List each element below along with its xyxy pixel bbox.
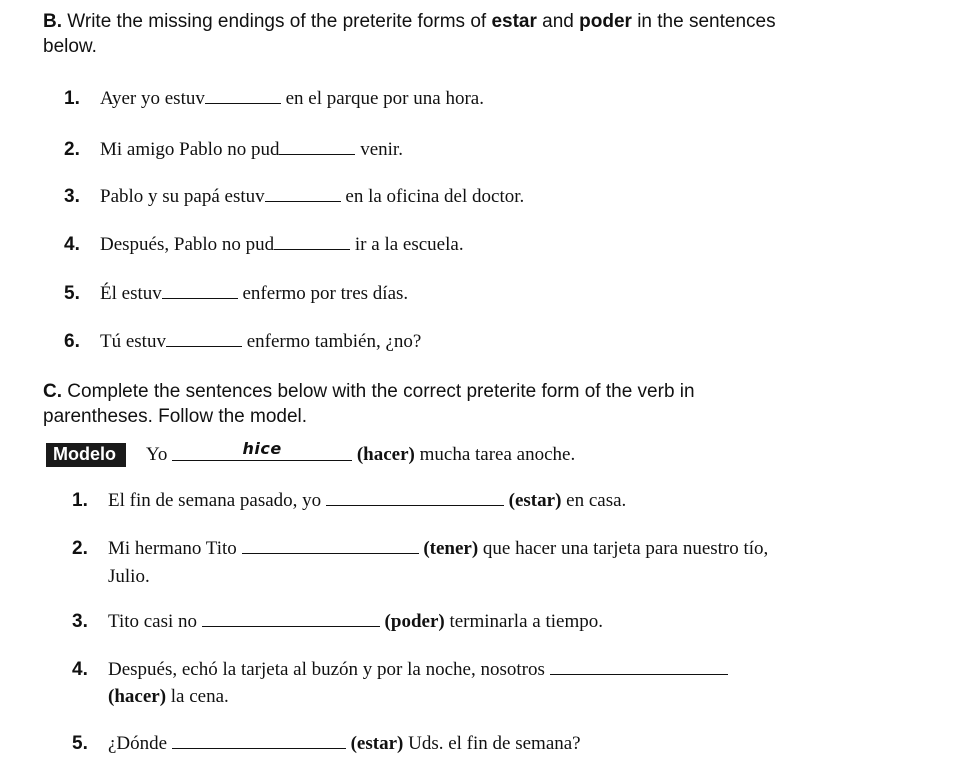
section-b-item-6: 6. Tú estuv enfermo también, ¿no? — [64, 331, 422, 352]
section-c-item-1: 1. El fin de semana pasado, yo (estar) en casa. — [72, 490, 627, 511]
section-c-item-4: 4. Después, echó la tarjeta al buzón y por la noche, nosotros — [72, 659, 728, 681]
section-c-item-2: 2. Mi hermano Tito (tener) que hacer una tarjeta para nuestro tío, — [72, 538, 769, 559]
section-b-text-and: and — [536, 11, 580, 32]
answer-blank[interactable] — [166, 332, 242, 347]
section-b-verb2: poder — [579, 11, 632, 32]
answer-blank[interactable] — [172, 734, 346, 749]
answer-blank[interactable] — [550, 660, 728, 675]
answer-blank[interactable] — [202, 612, 380, 627]
section-b-text-b: in the sentences — [631, 11, 776, 32]
section-c-letter: C. — [43, 381, 62, 402]
section-b-item-3: 3. Pablo y su papá estuv en la oficina del doctor. — [64, 186, 525, 207]
section-b-letter: B. — [43, 11, 62, 32]
modelo-badge: Modelo — [46, 443, 126, 467]
section-c-text-line1: Complete the sentences below with the correct preterite form of the verb in — [67, 381, 695, 402]
section-b-text-a: Write the missing endings of the preterite forms of — [67, 11, 492, 32]
section-c-instruction-line2: parentheses. Follow the model. — [43, 406, 308, 427]
modelo-answer-blank — [172, 439, 352, 461]
answer-blank[interactable] — [326, 491, 504, 506]
handwritten-answer: hice — [242, 439, 282, 458]
modelo-example: Modelo Yo $^{hice}$ (hacer) mucha tarea anoche. — [46, 443, 575, 467]
section-c-item-5: 5. ¿Dónde (estar) Uds. el fin de semana? — [72, 733, 581, 754]
answer-blank[interactable] — [205, 89, 281, 104]
section-b-item-2: 2. Mi amigo Pablo no pud venir. — [64, 139, 403, 160]
section-c-item-4-line2: (hacer) la cena. — [108, 686, 229, 707]
section-b-instruction-line2: below. — [43, 36, 97, 57]
section-b-instruction — [43, 11, 776, 33]
section-b-item-1: 1. Ayer yo estuv en el parque por una hora. — [64, 88, 484, 109]
section-b-item-4: 4. Después, Pablo no pud ir a la escuela. — [64, 234, 464, 255]
section-c-instruction — [43, 381, 695, 403]
section-b-verb1: estar — [491, 11, 537, 32]
answer-blank[interactable] — [265, 187, 341, 202]
section-c-item-2-line2: Julio. — [108, 566, 150, 587]
section-c-item-3: 3. Tito casi no (poder) terminarla a tiempo. — [72, 611, 603, 632]
answer-blank[interactable] — [242, 539, 419, 554]
answer-blank[interactable] — [279, 140, 355, 155]
section-b-item-5: 5. Él estuv enfermo por tres días. — [64, 283, 409, 304]
answer-blank[interactable] — [162, 284, 238, 299]
answer-blank[interactable] — [274, 235, 350, 250]
